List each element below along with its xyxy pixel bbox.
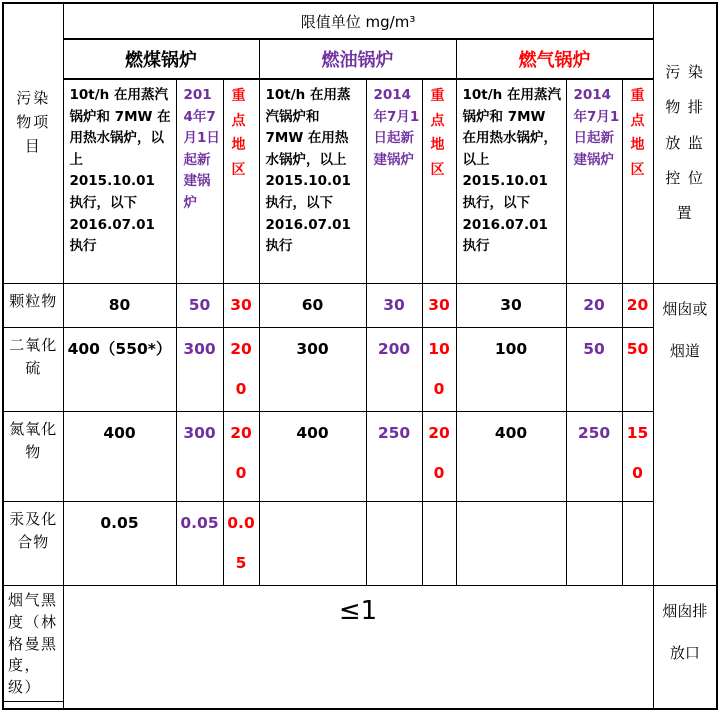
value-cell: 100 (422, 328, 456, 412)
value-cell: 30 (456, 283, 566, 328)
table-row-so2 (3, 328, 717, 412)
row-label-mercury: 汞及化合物 (3, 502, 63, 586)
value-cell: 400（550*） (63, 328, 176, 412)
value-cell (622, 502, 653, 586)
coal-new-boiler-header: 2014年7月1日起新建锅炉 (176, 79, 223, 283)
value-cell: 50 (566, 328, 622, 412)
value-cell: 30 (223, 283, 259, 328)
value-cell: 300 (176, 412, 223, 502)
header-row-groups (3, 39, 717, 79)
blackness-limit-cell: ≤1 (63, 586, 653, 710)
empty-cell (3, 701, 63, 709)
value-cell: 300 (259, 328, 366, 412)
table-row-nox (3, 412, 717, 502)
value-cell: 80 (63, 283, 176, 328)
coal-existing-boiler-header: 10t/h 在用蒸汽锅炉和 7MW 在用热水锅炉，以上 2015.10.01 执行，以下 2016.07.01 执行 (63, 79, 176, 283)
value-cell: 50 (622, 328, 653, 412)
value-cell: 200 (223, 328, 259, 412)
value-cell: 100 (456, 328, 566, 412)
value-cell: 0.05 (176, 502, 223, 586)
oil-boiler-group-header: 燃油锅炉 (259, 39, 456, 79)
coal-boiler-group-header: 燃煤锅炉 (63, 39, 259, 79)
gas-existing-boiler-header: 10t/h 在用蒸汽锅炉和 7MW 在用热水锅炉，以上 2015.10.01 执行，以下 2016.07.01 执行 (456, 79, 566, 283)
table-row-blackness (3, 586, 717, 702)
value-cell: 200 (366, 328, 422, 412)
value-cell (366, 502, 422, 586)
value-cell (566, 502, 622, 586)
value-cell: 20 (622, 283, 653, 328)
pollutant-items-header: 污染物项目 (3, 3, 63, 283)
value-cell: 400 (456, 412, 566, 502)
value-cell: 300 (176, 328, 223, 412)
row-label-particulates: 颗粒物 (3, 283, 63, 328)
oil-existing-boiler-header: 10t/h 在用蒸汽锅炉和 7MW 在用热水锅炉，以上 2015.10.01 执行，以下 2016.07.01 执行 (259, 79, 366, 283)
value-cell: 200 (422, 412, 456, 502)
row-label-nox: 氮氧化物 (3, 412, 63, 502)
value-cell (456, 502, 566, 586)
value-cell: 0.05 (223, 502, 259, 586)
monitor-location-outlet: 烟囱排放口 (653, 586, 717, 710)
header-row-sub (3, 79, 717, 283)
oil-new-boiler-header: 2014年7月1日起新建锅炉 (366, 79, 422, 283)
coal-key-region-header: 重点地区 (223, 79, 259, 283)
row-label-so2: 二氧化硫 (3, 328, 63, 412)
value-cell: 30 (366, 283, 422, 328)
gas-boiler-group-header: 燃气锅炉 (456, 39, 653, 79)
value-cell (259, 502, 366, 586)
monitor-location-flue: 烟囱或烟道 (653, 283, 717, 586)
limit-unit-header: 限值单位 mg/m³ (63, 3, 653, 39)
value-cell: 400 (259, 412, 366, 502)
gas-key-region-header: 重点地区 (622, 79, 653, 283)
table-row-mercury (3, 502, 717, 586)
emission-limits-table (2, 2, 718, 710)
value-cell: 250 (366, 412, 422, 502)
oil-key-region-header: 重点地区 (422, 79, 456, 283)
value-cell: 250 (566, 412, 622, 502)
value-cell: 30 (422, 283, 456, 328)
value-cell (422, 502, 456, 586)
value-cell: 200 (223, 412, 259, 502)
row-label-blackness: 烟气黑度（林格曼黑度，级） (3, 586, 63, 702)
value-cell: 400 (63, 412, 176, 502)
value-cell: 50 (176, 283, 223, 328)
table-row-particulates (3, 283, 717, 328)
value-cell: 20 (566, 283, 622, 328)
gas-new-boiler-header: 2014年7月1日起新建锅炉 (566, 79, 622, 283)
value-cell: 150 (622, 412, 653, 502)
monitor-position-header: 污染物排放监控位置 (653, 3, 717, 283)
value-cell: 0.05 (63, 502, 176, 586)
header-row-unit (3, 3, 717, 39)
value-cell: 60 (259, 283, 366, 328)
